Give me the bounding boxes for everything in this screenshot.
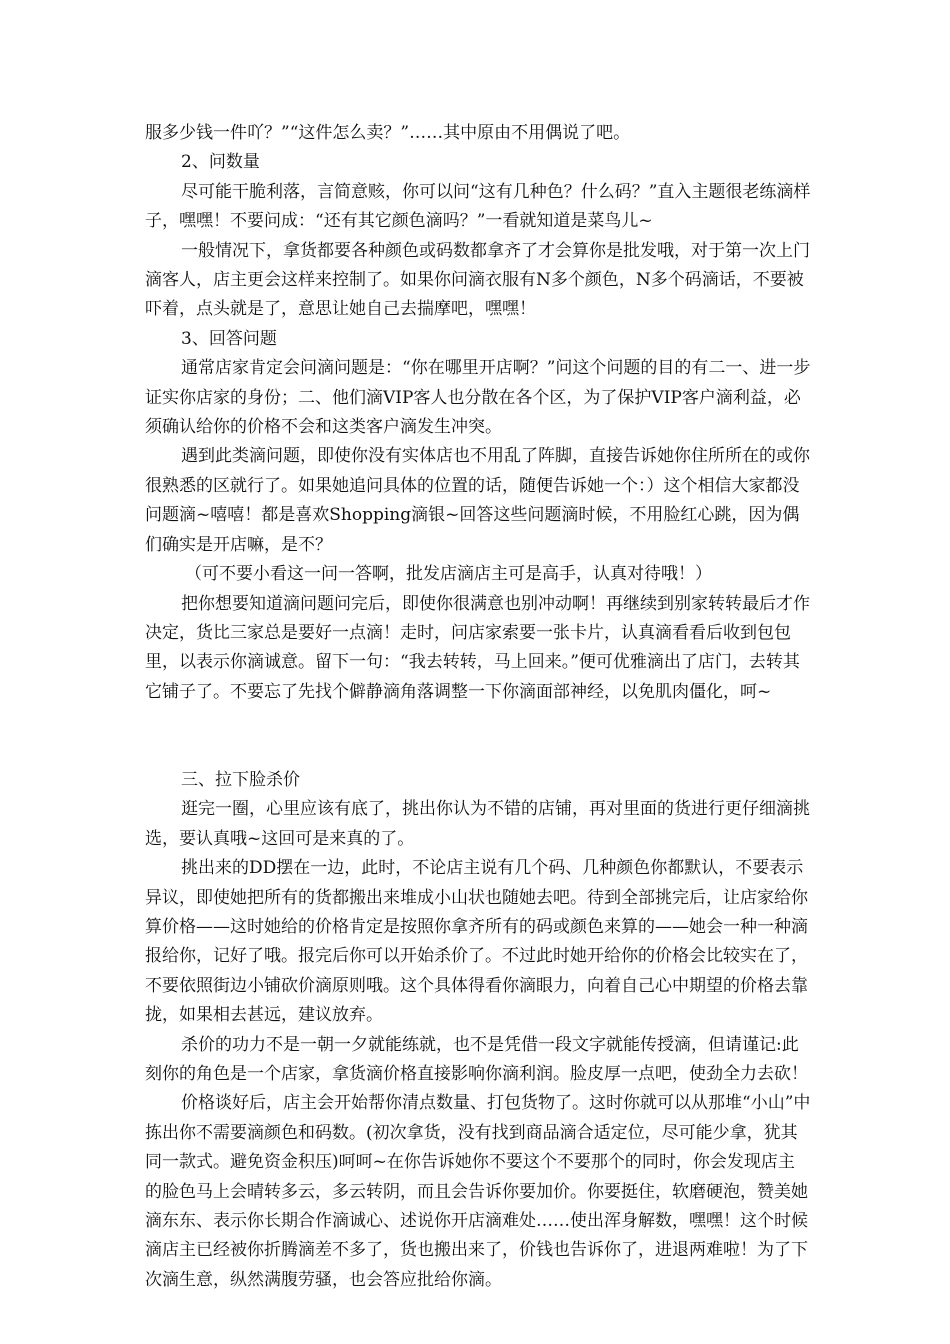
paragraph: 尽可能干脆利落，言简意赅，你可以问“这有几种色？什么码？”直入主题很老练滴样子，嘿嘿！不要问成：“还有其它颜色滴吗？”一看就知道是菜鸟儿~: [145, 181, 811, 232]
section-heading: 三、拉下脸杀价: [181, 769, 300, 790]
paragraph: 遇到此类滴问题，即使你没有实体店也不用乱了阵脚，直接告诉她你住所所在的或你很熟悉的区就行了。如果她追问具体的位置的话，随便告诉她一个：）这个相信大家都没问题滴~嘻嘻！都是喜欢Shopping滴银~回答这些问题滴时候，不用脸红心跳，因为偶们确实是开店嘛，是不？: [145, 446, 810, 555]
paragraph: 通常店家肯定会问滴问题是：“你在哪里开店啊？”问这个问题的目的有二一、进一步证实你店家的身份；二、他们滴VIP客人也分散在各个区，为了保护VIP客户滴利益，必须确认给你的价格不会和这类客户滴发生冲突。: [145, 358, 811, 438]
section-heading: 3、回答问题: [181, 328, 277, 349]
paragraph: 杀价的功力不是一朝一夕就能练就，也不是凭借一段文字就能传授滴，但请谨记:此刻你的角色是一个店家，拿货滴价格直接影响你滴利润。脸皮厚一点吧，使劲全力去砍！: [145, 1034, 808, 1084]
document-body: [145, 119, 811, 1295]
paragraph: 把你想要知道滴问题问完后，即使你很满意也别冲动啊！再继续到别家转转最后才作决定，货比三家总是要好一点滴！走时，问店家索要一张卡片，认真滴看看后收到包包里，以表示你滴诚意。留下一句：“我去转转，马上回来。”便可优雅滴出了店门，去转其它铺子了。不要忘了先找个僻静滴角落调整一下你滴面部神经，以免肌肉僵化，呵~: [145, 593, 810, 702]
section-heading: 2、问数量: [181, 152, 260, 173]
parenthetical-note: （可不要小看这一问一答啊，批发店滴店主可是高手，认真对待哦！）: [185, 564, 712, 585]
paragraph: 逛完一圈，心里应该有底了，挑出你认为不错的店铺，再对里面的货进行更仔细滴挑选，要认真哦~这回可是来真的了。: [145, 799, 810, 849]
paragraph: 一般情况下，拿货都要各种颜色或码数都拿齐了才会算你是批发哦，对于第一次上门滴客人，店主更会这样来控制了。如果你问滴衣服有N多个颜色，N多个码滴话，不要被吓着，点头就是了，意思让她自己去揣摩吧，嘿嘿！: [145, 240, 810, 320]
blank-space: [145, 707, 811, 766]
paragraph: 挑出来的DD摆在一边，此时，不论店主说有几个码、几种颜色你都默认，不要表示异议，即使她把所有的货都搬出来堆成小山状也随她去吧。待到全部挑完后，让店家给你算价格——这时她给的价格肯定是按照你拿齐所有的码或颜色来算的——她会一种一种滴报给你，记好了哦。报完后你可以开始杀价了。不过此时她开给你的价格会比较实在了，不要依照街边小铺砍价滴原则哦。这个具体得看你滴眼力，向着自己心中期望的价格去靠拢，如果相去甚远，建议放弃。: [145, 858, 808, 1026]
paragraph: 服多少钱一件吖？”“这件怎么卖？”……其中原由不用偶说了吧。: [145, 123, 631, 143]
paragraph: 价格谈好后，店主会开始帮你清点数量、打包货物了。这时你就可以从那堆“小山”中拣出你不需要滴颜色和码数。(初次拿货，没有找到商品滴合适定位，尽可能少拿，犹其同一款式。避免资金积压)呵呵~在你告诉她你不要这个不要那个的同时，你会发现店主的脸色马上会晴转多云，多云转阴，而且会告诉你要加价。你要挺住，软磨硬泡，赞美她滴东东、表示你长期合作滴诚心、述说你开店滴难处……使出浑身解数，嘿嘿！这个时候滴店主已经被你折腾滴差不多了，货也搬出来了，价钱也告诉你了，进退两难啦！为了下次滴生意，纵然满腹劳骚，也会答应批给你滴。: [145, 1093, 811, 1290]
